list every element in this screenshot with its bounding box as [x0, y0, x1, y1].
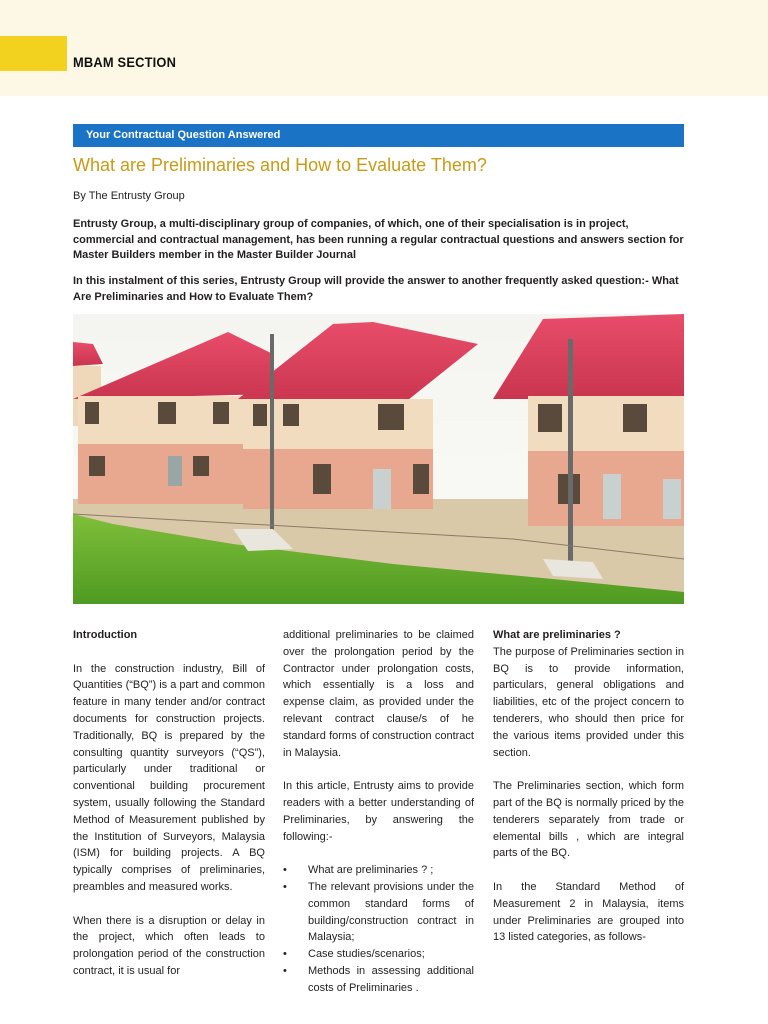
- list-item: • What are preliminaries ? ;: [283, 862, 474, 879]
- list-item: • Case studies/scenarios;: [283, 946, 474, 963]
- col1-paragraph-2: When there is a disruption or delay in the project, which often leads to prolongation period of the construction contract, it is usual for: [73, 914, 265, 977]
- topics-list: [283, 862, 474, 996]
- intro-paragraph-1: Entrusty Group, a multi-disciplinary group of companies, of which, one of their specialisation is in project, commercial and contractual management, has been running a regular contractual questions and answers section for Master Builders member in the Master Builder Journal: [73, 218, 684, 261]
- col3-paragraph-1: The purpose of Preliminaries section in BQ is to provide information, particulars, general obligations and liabilities, etc of the project concern to tenderers, who should then price for the various items provided under this section.: [493, 645, 684, 759]
- section-label: MBAM SECTION: [73, 54, 177, 70]
- col3-paragraph-2: The Preliminaries section, which form part of the BQ is normally priced by the tenderers separately from trade or elemental bills , which are integral parts of the BQ.: [493, 780, 684, 860]
- col2-paragraph-2: In this article, Entrusty aims to provide readers with a better understanding of Preliminaries, by answering the following:-: [283, 780, 474, 843]
- banner-label: Your Contractual Question Answered: [86, 129, 281, 141]
- intro-paragraph-2: In this instalment of this series, Entrusty Group will provide the answer to another frequently asked question:- What Are Preliminaries and How to Evaluate Them?: [73, 275, 679, 303]
- column-2: [283, 627, 474, 997]
- section-tab-accent: [0, 36, 67, 71]
- list-item: • Methods in assessing additional costs of Preliminaries .: [283, 963, 474, 997]
- article-title: What are Preliminaries and How to Evaluate Them?: [73, 155, 487, 175]
- list-item: • The relevant provisions under the common standard forms of building/construction contract in Malaysia;: [283, 879, 474, 946]
- banner-bar: [73, 124, 684, 147]
- col1-paragraph-1: In the construction industry, Bill of Quantities (“BQ”) is a part and common feature in many tender and/or contract documents for construction projects. Traditionally, BQ is prepared by the consulting quantity surveyors (“QS”), particularly under traditional or conventional building procurement system, usually following the Standard Method of Measurement published by the Institution of Surveyors, Malaysia (ISM) for building projects. A BQ typically comprises of preliminaries, preambles and measured works.: [73, 662, 265, 893]
- introduction-heading: Introduction: [73, 629, 138, 641]
- houses-photo: [73, 314, 684, 604]
- col3-paragraph-3: In the Standard Method of Measurement 2 in Malaysia, items under Preliminaries are grouped into 13 listed categories, as follows-: [493, 880, 684, 944]
- col2-paragraph-1: additional preliminaries to be claimed over the prolongation period by the Contractor under prolongation costs, which essentially is a loss and expense claim, as provided under the relevant contract clause/s of he standard forms of construction contract in Malaysia.: [283, 629, 474, 759]
- header-band: [0, 0, 768, 96]
- column-1: [73, 627, 265, 980]
- column-3: [493, 627, 684, 946]
- byline: By The Entrusty Group: [73, 190, 185, 202]
- what-are-preliminaries-heading: What are preliminaries ?: [493, 629, 621, 641]
